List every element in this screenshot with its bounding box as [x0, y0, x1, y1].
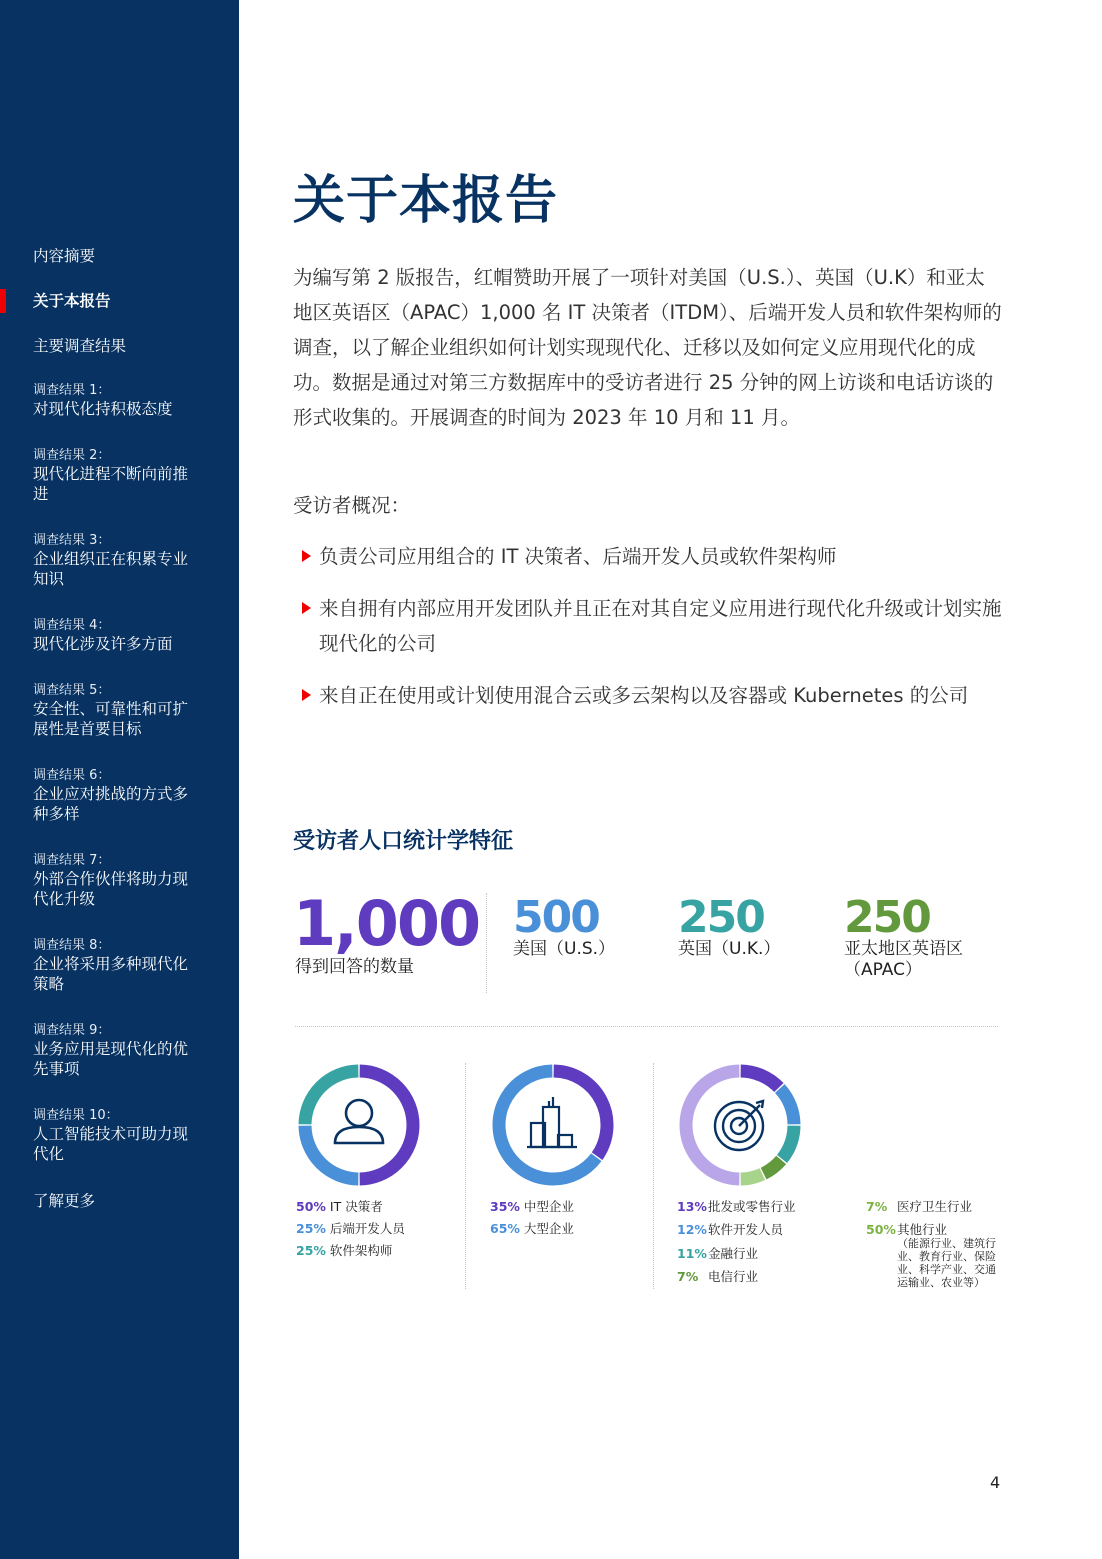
legend-item	[490, 1199, 574, 1215]
company-size-donut-chart	[491, 1063, 615, 1187]
chart-divider	[465, 1063, 466, 1289]
sidebar-item-finding-5[interactable]	[33, 683, 193, 739]
total-responses-value: 1,000	[293, 887, 480, 960]
sidebar-item-finding-4[interactable]	[33, 618, 193, 654]
legend-item	[490, 1221, 574, 1237]
legend-label: 软件开发人员	[708, 1222, 784, 1237]
profile-bullet	[302, 591, 1002, 661]
sidebar-item-about[interactable]	[33, 291, 111, 311]
chart-divider	[653, 1063, 654, 1289]
legend-label: 中型企业	[523, 1199, 574, 1214]
demographics-title: 受访者人口统计学特征	[293, 829, 514, 854]
donut-slice	[305, 1126, 358, 1179]
legend-percent: 7%	[677, 1269, 699, 1284]
legend-item	[866, 1222, 947, 1238]
region-apac-label: 亚太地区英语区（APAC）	[844, 939, 963, 980]
legend-label: IT 决策者	[329, 1199, 383, 1214]
sidebar-item-sublabel: 调查结果 6：	[33, 768, 111, 783]
legend-percent: 12%	[677, 1222, 707, 1237]
sidebar-item-label: 企业组织正在积累专业知识	[33, 550, 189, 588]
industry-donut-chart	[678, 1063, 802, 1187]
sidebar-item-label: 了解更多	[33, 1192, 96, 1210]
target-icon	[715, 1101, 763, 1150]
legend-label: 大型企业	[523, 1221, 574, 1236]
sidebar-item-sublabel: 调查结果 7：	[33, 853, 111, 868]
sidebar-item-finding-6[interactable]	[33, 768, 193, 824]
sidebar-item-finding-9[interactable]	[33, 1023, 193, 1079]
donut-slice	[741, 1071, 779, 1088]
stats-divider	[486, 893, 487, 993]
sidebar-item-label: 业务应用是现代化的优先事项	[33, 1040, 189, 1078]
legend-item	[866, 1199, 972, 1215]
sidebar-item-sublabel: 调查结果 5：	[33, 683, 111, 698]
legend-label: 其他行业	[897, 1222, 948, 1237]
sidebar-item-finding-8[interactable]	[33, 938, 193, 994]
intro-paragraph: 为编写第 2 版报告，红帽赞助开展了一项针对美国（U.S.）、英国（U.K）和亚太地区英语区（APAC）1,000 名 IT 决策者（ITDM）、后端开发人员和软件架构师的调查，以了解企业组织如何计划实现现代化、迁移以及如何定义应用现代化的成功。数据是通过对第三方数据库中的受访者进行 25 分钟的网上访谈和电话访谈的形式收集的。开展调查的时间为 2023 年 10 月和 11 月。	[293, 266, 1002, 429]
profile-bullet	[302, 539, 1002, 574]
person-icon	[335, 1100, 383, 1143]
donut-slice	[499, 1071, 596, 1179]
donut-slice	[780, 1089, 794, 1125]
sidebar-item-label: 现代化涉及许多方面	[33, 635, 173, 653]
sidebar-item-finding-7[interactable]	[33, 853, 193, 909]
legend-label: 金融行业	[708, 1246, 759, 1261]
page-number: 4	[990, 1473, 1001, 1492]
legend-percent: 65%	[490, 1221, 520, 1236]
legend-percent: 50%	[296, 1199, 326, 1214]
legend-percent: 11%	[677, 1246, 707, 1261]
bullet-triangle-icon	[302, 602, 311, 614]
sidebar-item-label: 主要调查结果	[33, 337, 127, 355]
total-responses-label: 得到回答的数量	[295, 957, 414, 977]
sidebar	[0, 0, 239, 1559]
legend-item	[296, 1243, 392, 1259]
sidebar-item-label: 企业将采用多种现代化策略	[33, 955, 189, 993]
sidebar-item-label: 人工智能技术可助力现代化	[33, 1125, 189, 1163]
legend-item	[677, 1246, 758, 1262]
legend-percent: 25%	[296, 1221, 326, 1236]
sidebar-item-label: 现代化进程不断向前推进	[33, 465, 189, 503]
legend-percent: 7%	[866, 1199, 888, 1214]
region-us-value: 500	[513, 892, 599, 943]
sidebar-item-finding-10[interactable]	[33, 1108, 193, 1164]
sidebar-item-sublabel: 调查结果 8：	[33, 938, 111, 953]
buildings-icon	[527, 1097, 577, 1147]
sidebar-item-finding-3[interactable]	[33, 533, 193, 589]
bullet-triangle-icon	[302, 550, 311, 562]
section-divider	[295, 1026, 998, 1027]
legend-percent: 35%	[490, 1199, 520, 1214]
sidebar-item-label: 内容摘要	[33, 247, 96, 265]
sidebar-item-sublabel: 调查结果 10：	[33, 1108, 119, 1123]
sidebar-item-sublabel: 调查结果 1：	[33, 383, 111, 398]
sidebar-item-sublabel: 调查结果 9：	[33, 1023, 111, 1038]
active-item-marker	[0, 289, 6, 313]
legend-item	[296, 1221, 405, 1237]
legend-label: 电信行业	[708, 1269, 759, 1284]
sidebar-item-sublabel: 调查结果 3：	[33, 533, 111, 548]
legend-percent: 13%	[677, 1199, 707, 1214]
sidebar-item-finding-1[interactable]	[33, 383, 193, 419]
bullet-text: 来自拥有内部应用开发团队并且正在对其自定义应用进行现代化升级或计划实施现代化的公司	[319, 597, 1002, 655]
legend-label: 批发或零售行业	[708, 1199, 796, 1214]
sidebar-item-label: 安全性、可靠性和可扩展性是首要目标	[33, 700, 189, 738]
sidebar-item-label: 企业应对挑战的方式多种多样	[33, 785, 189, 823]
bullet-triangle-icon	[302, 689, 311, 701]
legend-label: 后端开发人员	[329, 1221, 405, 1236]
legend-item	[677, 1199, 796, 1215]
page-title: 关于本报告	[293, 171, 559, 231]
legend-note: （能源行业、建筑行业、教育行业、保险业、科学产业、交通运输业、农业等）	[897, 1237, 996, 1289]
sidebar-item-finding-2[interactable]	[33, 448, 193, 504]
legend-percent: 50%	[866, 1222, 896, 1237]
region-uk-value: 250	[678, 892, 764, 943]
legend-item	[677, 1222, 783, 1238]
sidebar-item-sublabel: 调查结果 2：	[33, 448, 111, 463]
sidebar-item-sublabel: 调查结果 4：	[33, 618, 111, 633]
sidebar-item-label: 外部合作伙伴将助力现代化升级	[33, 870, 189, 908]
sidebar-item-summary[interactable]	[33, 246, 95, 266]
region-apac-value: 250	[844, 892, 930, 943]
legend-percent: 25%	[296, 1243, 326, 1258]
role-donut-chart	[297, 1063, 421, 1187]
sidebar-item-learn-more[interactable]	[33, 1191, 95, 1211]
legend-item	[677, 1269, 758, 1285]
donut-slice	[782, 1126, 794, 1159]
sidebar-item-label: 对现代化持积极态度	[33, 400, 173, 418]
legend-label: 医疗卫生行业	[897, 1199, 973, 1214]
donut-slice	[554, 1071, 607, 1156]
profile-heading: 受访者概况：	[293, 494, 411, 517]
bullet-text: 来自正在使用或计划使用混合云或多云架构以及容器或 Kubernetes 的公司	[319, 684, 969, 707]
donut-slice	[360, 1071, 413, 1179]
bullet-text: 负责公司应用组合的 IT 决策者、后端开发人员或软件架构师	[319, 545, 837, 568]
legend-item	[296, 1199, 383, 1215]
donut-slice	[764, 1160, 782, 1174]
donut-slice	[305, 1071, 358, 1124]
sidebar-item-label: 关于本报告	[33, 292, 111, 310]
region-us-label: 美国（U.S.）	[513, 939, 616, 959]
legend-label: 软件架构师	[329, 1243, 393, 1258]
region-uk-label: 英国（U.K.）	[678, 939, 781, 959]
sidebar-item-key-findings[interactable]	[33, 336, 126, 356]
donut-slice	[741, 1174, 763, 1179]
profile-bullet	[302, 678, 1002, 713]
